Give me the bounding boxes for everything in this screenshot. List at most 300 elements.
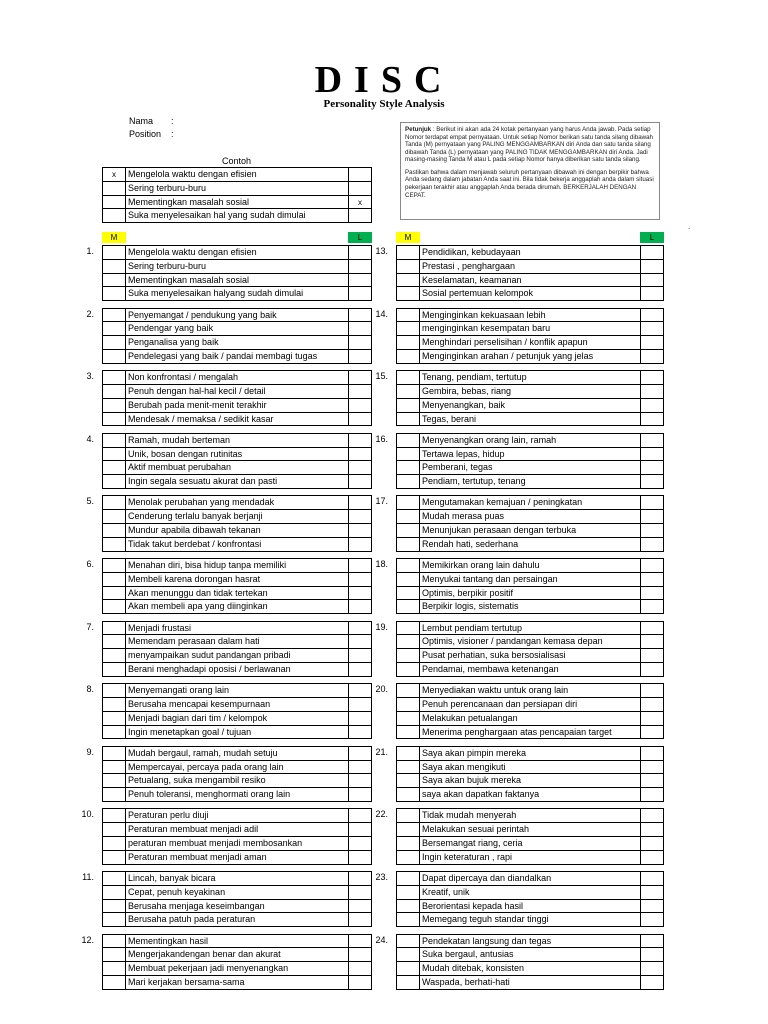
page-title: DISC xyxy=(314,59,454,101)
most-checkbox[interactable] xyxy=(396,399,420,412)
least-checkbox[interactable] xyxy=(640,948,664,961)
statement-text: Mementingkan hasil xyxy=(128,935,209,946)
question-number: 7. xyxy=(86,621,94,632)
most-checkbox[interactable] xyxy=(396,823,420,836)
statement-row xyxy=(102,961,372,974)
most-checkbox[interactable] xyxy=(102,900,126,913)
statement-row xyxy=(102,586,372,599)
question-bottom-border xyxy=(102,738,372,739)
statement-row xyxy=(396,634,664,647)
statement-row xyxy=(102,474,372,487)
most-checkbox[interactable] xyxy=(102,510,126,523)
most-checkbox[interactable] xyxy=(102,976,126,989)
question-bottom-border xyxy=(102,363,372,364)
question-number: 12. xyxy=(81,934,94,945)
most-checkbox[interactable] xyxy=(102,385,126,398)
statement-text: Tenang, pendiam, tertutup xyxy=(422,372,527,383)
statement-text: Berusaha menjaga keseimbangan xyxy=(128,900,265,911)
most-checkbox[interactable] xyxy=(396,336,420,349)
least-checkbox[interactable] xyxy=(348,698,372,711)
most-checkbox[interactable] xyxy=(396,496,420,509)
instructions-label: Petunjuk xyxy=(405,126,432,133)
least-checkbox[interactable] xyxy=(348,260,372,273)
least-checkbox[interactable] xyxy=(348,649,372,662)
most-checkbox[interactable] xyxy=(102,622,126,635)
statement-row xyxy=(102,245,372,258)
least-checkbox[interactable] xyxy=(640,962,664,975)
instructions-box xyxy=(400,122,660,220)
least-checkbox[interactable] xyxy=(640,900,664,913)
least-checkbox[interactable] xyxy=(640,935,664,948)
statement-text: Penuh toleransi, menghormati orang lain xyxy=(128,789,291,800)
question-number: 1. xyxy=(86,246,94,256)
most-checkbox[interactable] xyxy=(396,434,420,447)
statement-text: Optimis, berpikir positif xyxy=(422,587,514,598)
least-checkbox[interactable] xyxy=(348,322,372,335)
least-checkbox[interactable] xyxy=(640,559,664,572)
most-checkbox[interactable] xyxy=(102,774,126,787)
statement-text: Menyenangkan, baik xyxy=(422,399,506,410)
least-checkbox[interactable] xyxy=(348,774,372,787)
statement-row xyxy=(396,384,664,397)
statement-row xyxy=(102,683,372,696)
most-checkbox[interactable] xyxy=(102,788,126,801)
most-checkbox[interactable] xyxy=(102,274,126,287)
most-checkbox[interactable] xyxy=(102,260,126,273)
most-checkbox[interactable] xyxy=(396,413,420,426)
statement-text: Menerima penghargaan atas pencapaian target xyxy=(422,726,612,737)
most-checkbox[interactable] xyxy=(396,962,420,975)
least-checkbox[interactable] xyxy=(348,851,372,864)
most-checkbox[interactable] xyxy=(102,726,126,739)
least-checkbox[interactable] xyxy=(640,663,664,676)
least-checkbox[interactable] xyxy=(348,663,372,676)
statement-row xyxy=(396,899,664,912)
statement-row xyxy=(396,509,664,522)
statement-row xyxy=(102,433,372,446)
statement-row xyxy=(396,648,664,661)
least-checkbox[interactable] xyxy=(640,510,664,523)
statement-text: Rendah hati, sederhana xyxy=(422,538,519,549)
least-checkbox[interactable] xyxy=(348,461,372,474)
least-checkbox[interactable] xyxy=(640,649,664,662)
most-checkbox[interactable] xyxy=(102,209,126,222)
statement-row xyxy=(102,746,372,759)
most-checkbox[interactable] xyxy=(396,510,420,523)
most-checkbox[interactable] xyxy=(396,260,420,273)
least-checkbox[interactable] xyxy=(348,336,372,349)
most-checkbox[interactable] xyxy=(396,851,420,864)
least-checkbox[interactable] xyxy=(640,698,664,711)
most-checkbox[interactable] xyxy=(396,274,420,287)
statement-row xyxy=(396,697,664,710)
statement-text: Menolak perubahan yang mendadak xyxy=(128,497,275,508)
statement-text: Prestasi , penghargaan xyxy=(422,260,516,271)
least-checkbox[interactable] xyxy=(348,948,372,961)
statement-text: Menginginkan arahan / petunjuk yang jelas xyxy=(422,351,594,361)
least-checkbox[interactable] xyxy=(640,246,664,259)
least-checkbox[interactable] xyxy=(348,573,372,586)
most-checkbox[interactable] xyxy=(396,837,420,850)
most-checkbox[interactable] xyxy=(396,698,420,711)
statement-row xyxy=(396,961,664,974)
statement-row xyxy=(102,787,372,800)
least-checkbox[interactable] xyxy=(640,837,664,850)
statement-text: Penyemangat / pendukung yang baik xyxy=(128,309,277,320)
most-checkbox[interactable] xyxy=(396,809,420,822)
least-checkbox[interactable] xyxy=(640,350,664,363)
statement-text: Tertawa lepas, hidup xyxy=(422,448,505,459)
most-checkbox[interactable] xyxy=(396,872,420,885)
statement-text: Menyemangati orang lain xyxy=(128,685,230,696)
statement-text: Dapat dipercaya dan diandalkan xyxy=(422,873,552,883)
least-checkbox[interactable] xyxy=(348,587,372,600)
question-number: 18. xyxy=(375,559,388,569)
least-checkbox[interactable]: x xyxy=(348,196,372,209)
most-checkbox[interactable] xyxy=(396,948,420,961)
most-checkbox[interactable] xyxy=(102,851,126,864)
most-checkbox[interactable] xyxy=(102,962,126,975)
most-checkbox[interactable] xyxy=(396,600,420,613)
least-checkbox[interactable] xyxy=(640,260,664,273)
most-checkbox[interactable] xyxy=(102,371,126,384)
statement-text: Mudah bergaul, ramah, mudah setuju xyxy=(128,747,278,758)
most-checkbox[interactable] xyxy=(102,837,126,850)
statement-row xyxy=(396,460,664,473)
statement-row xyxy=(396,572,664,585)
least-checkbox[interactable] xyxy=(348,274,372,287)
example-bottom-border xyxy=(102,222,372,223)
least-checkbox[interactable] xyxy=(640,635,664,648)
statement-text: Pendekatan langsung dan tegas xyxy=(422,935,552,946)
statement-row xyxy=(102,273,372,286)
question-number: 13. xyxy=(375,246,388,256)
statement-text: Peraturan membuat menjadi adil xyxy=(128,824,259,835)
least-checkbox[interactable] xyxy=(348,600,372,613)
least-checkbox[interactable] xyxy=(640,976,664,989)
least-checkbox[interactable] xyxy=(640,712,664,725)
least-checkbox[interactable] xyxy=(640,872,664,885)
least-checkbox[interactable] xyxy=(640,809,664,822)
statement-text: Membuat pekerjaan jadi menyenangkan xyxy=(128,963,289,974)
most-checkbox[interactable] xyxy=(396,524,420,537)
least-checkbox[interactable] xyxy=(640,496,664,509)
most-checkbox[interactable] xyxy=(102,182,126,195)
statement-row xyxy=(396,711,664,724)
statement-text: Mengelola waktu dengan efisien xyxy=(128,169,257,179)
least-checkbox[interactable] xyxy=(640,761,664,774)
most-checkbox[interactable] xyxy=(396,287,420,300)
least-checkbox[interactable] xyxy=(640,823,664,836)
least-checkbox[interactable] xyxy=(640,385,664,398)
least-checkbox[interactable] xyxy=(348,510,372,523)
statement-text: Kreatif, unik xyxy=(422,886,470,897)
most-checkbox[interactable] xyxy=(396,635,420,648)
least-checkbox[interactable] xyxy=(348,448,372,461)
most-checkbox[interactable] xyxy=(396,747,420,760)
question-number: 19. xyxy=(375,621,388,632)
statement-row xyxy=(396,273,664,286)
statement-row xyxy=(102,599,372,612)
most-checkbox[interactable] xyxy=(102,434,126,447)
least-checkbox[interactable] xyxy=(348,538,372,551)
most-checkbox[interactable] xyxy=(396,246,420,259)
most-checkbox[interactable] xyxy=(396,761,420,774)
most-checkbox[interactable] xyxy=(102,747,126,760)
most-checkbox[interactable] xyxy=(396,350,420,363)
statement-row xyxy=(102,523,372,536)
most-checkbox[interactable] xyxy=(102,524,126,537)
most-checkbox[interactable] xyxy=(396,559,420,572)
name-separator: : xyxy=(171,116,174,126)
most-checkbox[interactable] xyxy=(396,684,420,697)
stray-mark: . xyxy=(688,222,691,231)
most-checkbox[interactable] xyxy=(396,322,420,335)
most-checkbox[interactable] xyxy=(102,663,126,676)
statement-text: Cepat, penuh keyakinan xyxy=(128,886,226,897)
least-checkbox[interactable] xyxy=(640,886,664,899)
least-checkbox[interactable] xyxy=(640,434,664,447)
least-checkbox[interactable] xyxy=(348,976,372,989)
statement-text: Menyediakan waktu untuk orang lain xyxy=(422,685,569,696)
most-checkbox[interactable] xyxy=(396,900,420,913)
most-checkbox[interactable] xyxy=(396,976,420,989)
most-checkbox[interactable] xyxy=(102,600,126,613)
most-checkbox[interactable] xyxy=(396,886,420,899)
statement-text: Berusaha mencapai kesempurnaan xyxy=(128,699,271,709)
statement-row xyxy=(102,975,372,988)
least-checkbox[interactable] xyxy=(640,684,664,697)
most-checkbox[interactable] xyxy=(396,538,420,551)
least-checkbox[interactable] xyxy=(640,309,664,322)
least-checkbox[interactable] xyxy=(640,461,664,474)
least-checkbox[interactable] xyxy=(640,274,664,287)
most-checkbox[interactable] xyxy=(102,538,126,551)
question-bottom-border xyxy=(102,926,372,927)
statement-text: Menjadi frustasi xyxy=(128,622,192,633)
statement-row xyxy=(396,245,664,258)
least-checkbox[interactable] xyxy=(348,962,372,975)
least-checkbox[interactable] xyxy=(348,287,372,300)
least-checkbox[interactable] xyxy=(640,371,664,384)
most-checkbox[interactable] xyxy=(396,712,420,725)
statement-row xyxy=(102,885,372,898)
most-checkbox[interactable] xyxy=(396,649,420,662)
most-checkbox[interactable] xyxy=(102,872,126,885)
most-checkbox[interactable] xyxy=(102,309,126,322)
most-checkbox[interactable] xyxy=(102,649,126,662)
question-number: 3. xyxy=(86,371,94,382)
page-subtitle: Personality Style Analysis xyxy=(323,98,445,110)
statement-row xyxy=(102,662,372,675)
statement-row xyxy=(396,947,664,960)
statement-row xyxy=(396,321,664,334)
name-label: Nama xyxy=(129,116,154,126)
least-checkbox[interactable] xyxy=(348,182,372,195)
least-checkbox[interactable] xyxy=(348,712,372,725)
least-checkbox[interactable] xyxy=(348,823,372,836)
least-checkbox[interactable] xyxy=(348,168,372,181)
most-checkbox[interactable] xyxy=(102,712,126,725)
statement-text: Penuh dengan hal-hal kecil / detail xyxy=(128,386,266,396)
most-checkbox[interactable] xyxy=(396,587,420,600)
least-checkbox[interactable] xyxy=(640,622,664,635)
least-checkbox[interactable] xyxy=(640,322,664,335)
least-checkbox[interactable] xyxy=(640,524,664,537)
most-checkbox[interactable] xyxy=(396,788,420,801)
most-checkbox[interactable] xyxy=(102,336,126,349)
most-checkbox[interactable] xyxy=(102,635,126,648)
statement-text: Menyenangkan orang lain, ramah xyxy=(422,434,557,445)
most-checkbox[interactable] xyxy=(396,726,420,739)
least-checkbox[interactable] xyxy=(348,900,372,913)
least-checkbox[interactable] xyxy=(640,587,664,600)
most-checkbox[interactable] xyxy=(102,399,126,412)
least-checkbox[interactable] xyxy=(348,413,372,426)
question-bottom-border xyxy=(102,613,372,614)
least-checkbox[interactable] xyxy=(640,399,664,412)
instructions-paragraph-2: Pastikan bahwa dalam menjawab seluruh pertanyaan dibawah ini dengan berpikir bahwa Anda sedang dalam jabatan Anda saat ini. Bila tidak bekerja anggaplah anda dalam situasi pekerjaan terakhir atau anggaplah Anda berada dirumah. BERKERJALAH DENGAN CEPAT. xyxy=(405,168,654,199)
least-checkbox[interactable] xyxy=(348,837,372,850)
least-checkbox[interactable] xyxy=(348,726,372,739)
statement-row xyxy=(102,773,372,786)
most-checkbox[interactable] xyxy=(102,461,126,474)
most-checkbox[interactable] xyxy=(102,573,126,586)
statement-text: Suka menyelesaikan halyang sudah dimulai xyxy=(128,288,304,299)
least-checkbox[interactable] xyxy=(640,913,664,926)
most-checkbox[interactable] xyxy=(102,287,126,300)
position-separator: : xyxy=(171,129,174,139)
least-checkbox[interactable] xyxy=(348,350,372,363)
least-checkbox[interactable] xyxy=(348,886,372,899)
least-checkbox[interactable] xyxy=(640,448,664,461)
statement-text: Saya akan bujuk mereka xyxy=(422,775,522,786)
most-checkbox[interactable] xyxy=(102,913,126,926)
statement-row xyxy=(396,308,664,321)
least-checkbox[interactable] xyxy=(348,788,372,801)
statement-text: Mempercayai, percaya pada orang lain xyxy=(128,761,284,772)
least-checkbox[interactable] xyxy=(348,209,372,222)
question-bottom-border xyxy=(396,300,664,301)
statement-text: Berorientasi kepada hasil xyxy=(422,900,524,911)
least-checkbox[interactable] xyxy=(348,399,372,412)
question-bottom-border xyxy=(396,801,664,802)
most-checkbox[interactable] xyxy=(396,371,420,384)
least-checkbox[interactable] xyxy=(640,336,664,349)
statement-row xyxy=(396,286,664,299)
statement-text: menginginkan kesempatan baru xyxy=(422,323,551,334)
least-checkbox[interactable] xyxy=(348,913,372,926)
most-checkbox[interactable] xyxy=(102,322,126,335)
least-checkbox[interactable] xyxy=(640,573,664,586)
most-checkbox[interactable] xyxy=(396,461,420,474)
least-checkbox[interactable] xyxy=(640,600,664,613)
most-checkbox[interactable] xyxy=(396,309,420,322)
position-field[interactable] xyxy=(129,129,174,139)
most-checkbox[interactable] xyxy=(102,809,126,822)
most-checkbox[interactable] xyxy=(396,913,420,926)
least-checkbox[interactable] xyxy=(348,385,372,398)
question-number: 9. xyxy=(86,746,94,757)
most-checkbox[interactable] xyxy=(102,935,126,948)
least-checkbox[interactable] xyxy=(640,774,664,787)
statement-row xyxy=(102,412,372,425)
statement-text: menyampaikan sudut pandangan pribadi xyxy=(128,650,291,661)
most-checkbox[interactable] xyxy=(102,948,126,961)
example-label: Contoh xyxy=(222,156,252,166)
most-checkbox[interactable] xyxy=(396,774,420,787)
question-number: 4. xyxy=(86,433,94,444)
most-checkbox[interactable] xyxy=(102,761,126,774)
question-bottom-border xyxy=(396,551,664,552)
most-checkbox[interactable] xyxy=(102,196,126,209)
most-checkbox[interactable] xyxy=(102,684,126,697)
statement-text: Berubah pada menit-menit terakhir xyxy=(128,399,267,410)
least-checkbox[interactable] xyxy=(640,538,664,551)
question-number: 11. xyxy=(82,872,94,882)
most-checkbox[interactable] xyxy=(396,622,420,635)
most-checkbox[interactable] xyxy=(102,350,126,363)
most-checkbox[interactable] xyxy=(102,246,126,259)
most-checkbox[interactable] xyxy=(102,587,126,600)
least-checkbox[interactable] xyxy=(348,524,372,537)
statement-row xyxy=(102,934,372,947)
most-checkbox[interactable] xyxy=(396,573,420,586)
statement-row xyxy=(396,822,664,835)
statement-text: Mengutamakan kemajuan / peningkatan xyxy=(422,497,583,508)
most-checkbox[interactable] xyxy=(102,448,126,461)
statement-row xyxy=(396,760,664,773)
least-checkbox[interactable] xyxy=(640,475,664,488)
least-checkbox[interactable] xyxy=(640,747,664,760)
statement-text: Mementingkan masalah sosial xyxy=(128,274,250,285)
statement-text: Pemberani, tegas xyxy=(422,462,493,473)
most-checkbox[interactable] xyxy=(396,475,420,488)
most-checkbox[interactable] xyxy=(102,496,126,509)
least-checkbox[interactable] xyxy=(640,788,664,801)
statement-text: Penganalisa yang baik xyxy=(128,337,219,348)
least-checkbox[interactable] xyxy=(640,413,664,426)
least-checkbox[interactable] xyxy=(640,851,664,864)
most-checkbox[interactable] xyxy=(102,559,126,572)
most-checkbox[interactable] xyxy=(102,698,126,711)
statement-row xyxy=(102,697,372,710)
most-checkbox[interactable] xyxy=(102,413,126,426)
most-checkbox[interactable] xyxy=(102,823,126,836)
most-checkbox[interactable] xyxy=(102,475,126,488)
statement-row xyxy=(102,648,372,661)
most-checkbox[interactable] xyxy=(396,935,420,948)
statement-row xyxy=(102,634,372,647)
most-checkbox[interactable] xyxy=(396,663,420,676)
most-checkbox[interactable] xyxy=(396,385,420,398)
least-checkbox[interactable] xyxy=(640,287,664,300)
statement-text: Melakukan petualangan xyxy=(422,712,518,723)
question-number: 6. xyxy=(86,559,94,569)
least-checkbox[interactable] xyxy=(348,635,372,648)
name-field[interactable] xyxy=(129,116,174,126)
most-checkbox[interactable] xyxy=(396,448,420,461)
most-checkbox[interactable] xyxy=(102,886,126,899)
statement-text: Cenderung terlalu banyak berjanji xyxy=(128,511,263,522)
statement-text: Lembut pendiam tertutup xyxy=(422,622,523,633)
least-checkbox[interactable] xyxy=(348,761,372,774)
most-checkbox[interactable]: x xyxy=(102,168,126,181)
least-checkbox[interactable] xyxy=(640,726,664,739)
statement-row xyxy=(396,773,664,786)
least-checkbox[interactable] xyxy=(348,475,372,488)
statement-row xyxy=(396,412,664,425)
